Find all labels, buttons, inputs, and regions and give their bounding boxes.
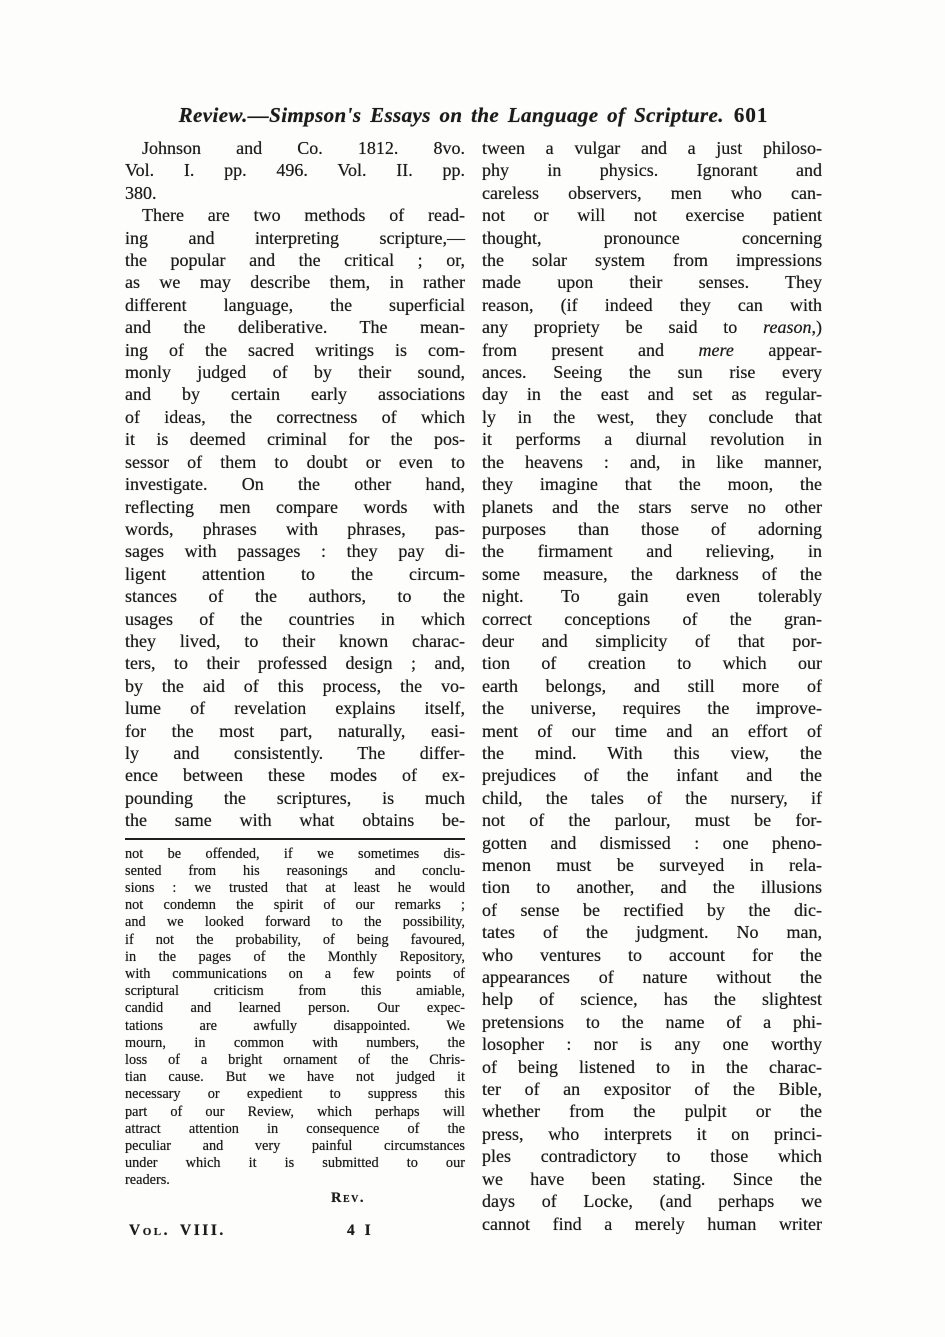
text-line: tion of creation to which our xyxy=(482,653,822,674)
text-line: under which it is submitted to our xyxy=(125,1155,465,1172)
text-line: and the deliberative. The mean- xyxy=(125,317,465,338)
text-line: careless observers, men who can- xyxy=(482,182,822,203)
text-line: planets and the stars serve no other xyxy=(482,496,822,517)
text-line: help of science, has the slightest xyxy=(482,989,822,1010)
text-line: menon must be surveyed in rela- xyxy=(482,855,822,875)
text-line: losopher : nor is any one worthy xyxy=(482,1034,822,1055)
text-line: who ventures to account for the xyxy=(482,944,822,965)
text-line: scriptural criticism from this amiable, xyxy=(125,983,465,1000)
text-line: prejudices of the infant and the xyxy=(482,765,822,786)
text-columns xyxy=(125,137,822,1240)
text-line: ly and consistently. The differ- xyxy=(125,742,465,763)
text-line: ment of our time and an effort of xyxy=(482,720,822,741)
text-line: the firmament and relieving, in xyxy=(482,541,822,562)
text-line: it performs a diurnal revolution in xyxy=(482,429,822,450)
text-line: readers. xyxy=(125,1172,170,1189)
text-line: ples contradictory to those which xyxy=(482,1146,822,1167)
text-line: not or will not exercise patient xyxy=(482,205,822,226)
text-line: reflecting men compare words with xyxy=(125,496,465,517)
text-line: stances of the authors, to the xyxy=(125,586,465,607)
text-line: words, phrases with phrases, pas- xyxy=(125,518,465,539)
text-line: sessor of them to doubt or even to xyxy=(125,451,465,472)
text-line: appearances of nature without the xyxy=(482,967,822,988)
text-line: 380. xyxy=(125,182,157,203)
text-line: sions : we trusted that at least he would xyxy=(125,880,465,896)
text-line: not condemn the spirit of our remarks ; xyxy=(125,897,465,914)
text-line: made upon their senses. They xyxy=(482,272,822,293)
text-line: purposes than those of adorning xyxy=(482,518,822,539)
left-column xyxy=(125,137,465,1240)
footnote-paragraph xyxy=(125,846,465,1190)
text-line: and we looked forward to the possibility, xyxy=(125,914,465,931)
text-line: whether from the pulpit or the xyxy=(482,1101,822,1122)
text-line: ligent attention to the circum- xyxy=(125,563,465,584)
text-line: the solar system from impressions xyxy=(482,250,822,271)
right-column xyxy=(482,137,822,1240)
text-line: it is deemed criminal for the pos- xyxy=(125,429,465,450)
text-line: correct conceptions of the gran- xyxy=(482,608,822,629)
text-line: ing of the sacred writings is com- xyxy=(125,339,465,360)
scanned-book-page xyxy=(125,102,822,1240)
body-paragraph-left xyxy=(125,204,465,831)
footnote-signature: Rev. xyxy=(331,1189,365,1206)
text-line: lume of revelation explains itself, xyxy=(125,698,465,719)
text-line: thought, pronounce concerning xyxy=(482,227,822,248)
volume-label: Vol. VIII. xyxy=(129,1221,226,1239)
text-line: not of the parlour, must be for- xyxy=(482,810,822,831)
text-line: from present and mere appear- xyxy=(482,339,822,360)
text-line: by the aid of this process, the vo- xyxy=(125,675,465,696)
text-line: peculiar and very painful circumstances xyxy=(125,1138,465,1155)
page-number: 601 xyxy=(733,103,769,127)
text-line: any propriety be said to reason,) xyxy=(482,317,822,338)
text-line: tations are awfully disappointed. We xyxy=(125,1017,465,1034)
printer-signature-mark: 4 I xyxy=(347,1221,374,1239)
text-line: tates of the judgment. No man, xyxy=(482,922,822,943)
text-line: usages of the countries in which xyxy=(125,608,465,629)
text-line: the popular and the critical ; or, xyxy=(125,250,465,271)
text-line: investigate. On the other hand, xyxy=(125,474,465,495)
citation-paragraph xyxy=(125,137,465,204)
text-line: pretensions to the name of a phi- xyxy=(482,1011,822,1032)
text-line: deur and simplicity of that por- xyxy=(482,630,822,651)
text-line: sages with passages : they pay di- xyxy=(125,541,465,562)
text-line: if not the probability, of being favoured, xyxy=(125,931,465,948)
text-line: tion to another, and the illusions xyxy=(482,877,822,898)
text-line: and by certain early associations xyxy=(125,384,465,405)
text-line: ly in the west, they conclude that xyxy=(482,406,822,427)
text-line: they imagine that the moon, the xyxy=(482,474,822,495)
text-line: in the pages of the Monthly Repository, xyxy=(125,948,465,965)
text-line: cannot find a merely human writer xyxy=(482,1213,822,1234)
text-line: ances. Seeing the sun rise every xyxy=(482,362,822,383)
text-line: sented from his reasonings and conclu- xyxy=(125,862,465,879)
text-line: candid and learned person. Our expec- xyxy=(125,1000,465,1017)
text-line: mourn, in common with numbers, the xyxy=(125,1034,465,1051)
text-line: they lived, to their known charac- xyxy=(125,630,465,651)
text-line: monly judged of by their sound, xyxy=(125,362,465,383)
text-line: of being listened to in the charac- xyxy=(482,1056,822,1077)
text-line: tween a vulgar and a just philoso- xyxy=(482,138,822,158)
text-line: earth belongs, and still more of xyxy=(482,675,822,696)
text-line: of sense be rectified by the dic- xyxy=(482,899,822,920)
text-line: for the most part, naturally, easi- xyxy=(125,720,465,741)
footnote-separator-rule xyxy=(125,838,465,840)
text-line: ters, to their professed design ; and, xyxy=(125,653,465,674)
text-line: There are two methods of read- xyxy=(142,205,465,226)
text-line: gotten and dismissed : one pheno- xyxy=(482,832,822,853)
text-line: Johnson and Co. 1812. 8vo. xyxy=(142,138,465,158)
text-line: ing and interpreting scripture,— xyxy=(125,227,465,248)
text-line: ence between these modes of ex- xyxy=(125,765,465,786)
text-line: the heavens : and, in like manner, xyxy=(482,451,822,472)
text-line: the universe, requires the improve- xyxy=(482,698,822,719)
text-line: child, the tales of the nursery, if xyxy=(482,787,822,808)
text-line: day in the east and set as regular- xyxy=(482,384,822,405)
text-line: not be offended, if we sometimes dis- xyxy=(125,845,465,862)
text-line: attract attention in consequence of the xyxy=(125,1120,465,1137)
text-line: of ideas, the correctness of which xyxy=(125,406,465,427)
text-line: press, who interprets it on princi- xyxy=(482,1123,822,1144)
text-line: part of our Review, which perhaps will xyxy=(125,1103,465,1120)
text-line: night. To gain even tolerably xyxy=(482,586,822,607)
text-line: days of Locke, (and perhaps we xyxy=(482,1191,822,1212)
text-line: we have been stating. Since the xyxy=(482,1168,822,1189)
text-line: necessary or expedient to suppress this xyxy=(125,1086,465,1103)
text-line: phy in physics. Ignorant and xyxy=(482,160,822,181)
text-line: Vol. I. pp. 496. Vol. II. pp. xyxy=(125,160,465,181)
text-line: different language, the superficial xyxy=(125,294,465,315)
running-title: Review.—Simpson's Essays on the Language of Scripture. xyxy=(178,103,724,127)
text-line: tian cause. But we have not judged it xyxy=(125,1069,465,1086)
text-line: the same with what obtains be- xyxy=(125,810,465,831)
page-header xyxy=(125,102,822,128)
text-line: loss of a bright ornament of the Chris- xyxy=(125,1052,465,1069)
text-line: pounding the scriptures, is much xyxy=(125,787,465,808)
text-line: ter of an expositor of the Bible, xyxy=(482,1079,822,1100)
text-line: with communications on a few points of xyxy=(125,966,465,983)
text-line: reason, (if indeed they can with xyxy=(482,294,822,315)
text-line: the mind. With this view, the xyxy=(482,742,822,763)
text-line: as we may describe them, in rather xyxy=(125,272,465,293)
body-paragraph-right xyxy=(482,137,822,1235)
text-line: some measure, the darkness of the xyxy=(482,563,822,584)
page-footer xyxy=(125,1220,465,1240)
